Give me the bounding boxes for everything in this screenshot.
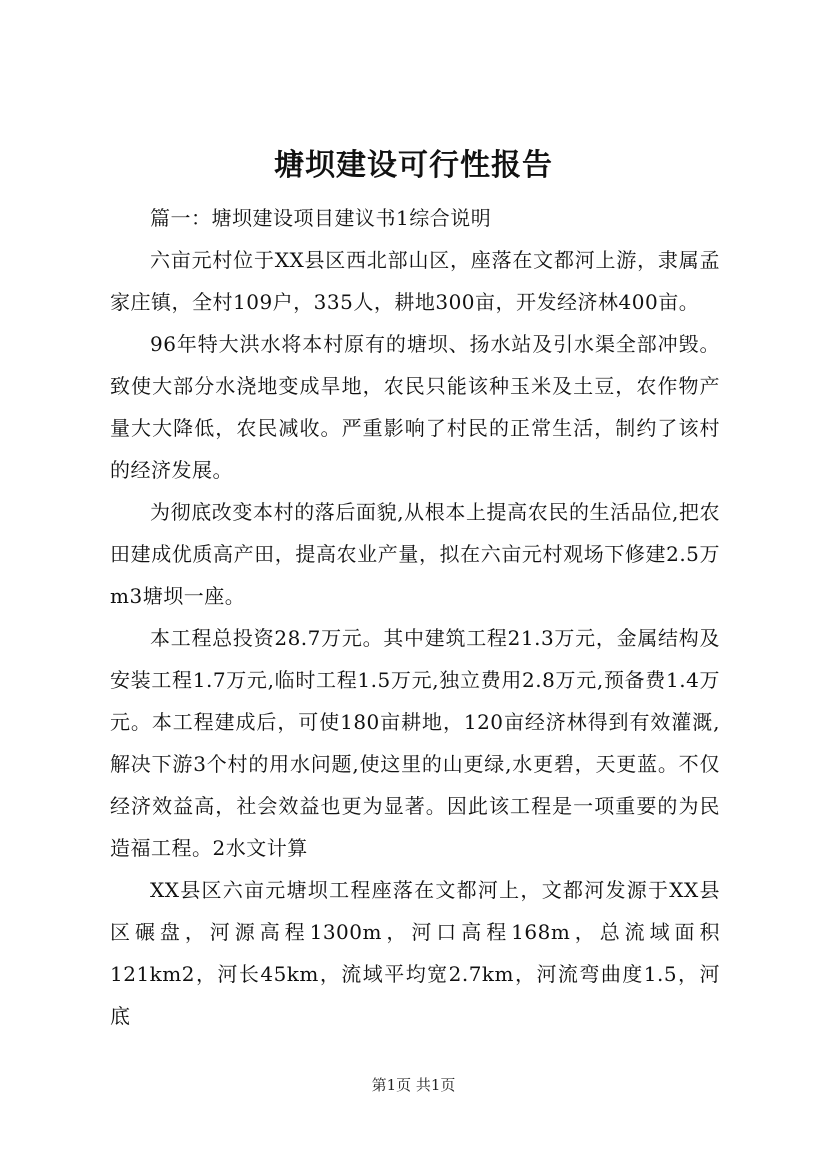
paragraph-village-overview: 六亩元村位于XX县区西北部山区，座落在文都河上游，隶属孟家庄镇，全村109户，335人，耕地300亩，开发经济林400亩。	[110, 248, 720, 314]
document-body	[110, 197, 720, 1037]
paragraph-flood-damage: 96年特大洪水将本村原有的塘坝、扬水站及引水渠全部冲毁。致使大部分水浇地变成旱地，农民只能该种玉米及土豆，农作物产量大大降低，农民减收。严重影响了村民的正常生活，制约了该村的经济发展。	[110, 332, 720, 482]
document-title: 塘坝建设可行性报告	[274, 148, 553, 183]
page-footer: 第1页 共1页	[371, 1076, 456, 1094]
paragraph-project-plan: 为彻底改变本村的落后面貌,从根本上提高农民的生活品位,把农田建成优质高产田，提高农业产量，拟在六亩元村观场下修建2.5万m3塘坝一座。	[110, 500, 720, 608]
paragraph-section-heading: 篇一：塘坝建设项目建议书1综合说明	[150, 206, 492, 230]
paragraph-hydrology: XX县区六亩元塘坝工程座落在文都河上，文都河发源于XX县区碾盘，河源高程1300m，河口高程168m，总流域面积121km2，河长45km，流域平均宽2.7km，河流弯曲度1.5，河底	[110, 878, 720, 1028]
paragraph-investment: 本工程总投资28.7万元。其中建筑工程21.3万元，金属结构及安装工程1.7万元,临时工程1.5万元,独立费用2.8万元,预备费1.4万元。本工程建成后，可使180亩耕地，120亩经济林得到有效灌溉,解决下游3个村的用水问题,使这里的山更绿,水更碧，天更蓝。不仅经济效益高，社会效益也更为显著。因此该工程是一项重要的为民造福工程。2水文计算	[110, 626, 720, 860]
